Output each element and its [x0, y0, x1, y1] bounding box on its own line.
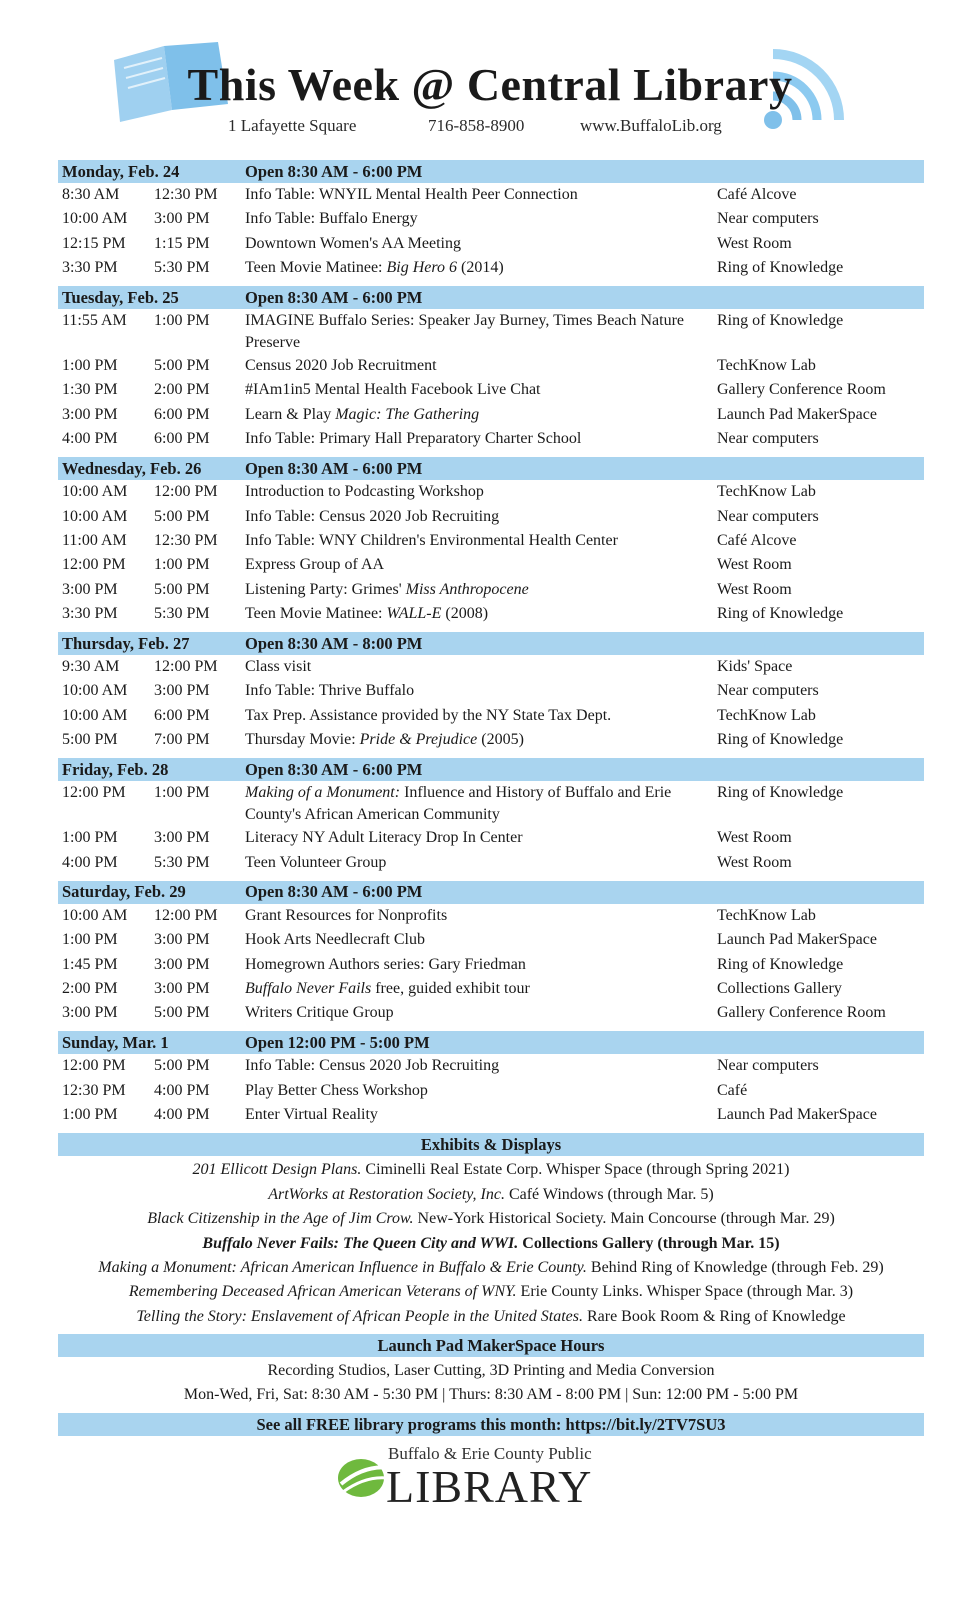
schedule: [58, 160, 924, 1522]
event-end-time: 6:00 PM: [154, 430, 210, 448]
text-run: Erie County Links. Whisper Space (through Mar. 3): [516, 1283, 854, 1301]
logo-subtitle: Buffalo & Erie County Public: [388, 1444, 592, 1464]
event-location: West Room: [717, 853, 792, 871]
day-section: [58, 286, 924, 451]
event-start-time: 3:00 PM: [62, 1004, 118, 1022]
event-end-time: 5:00 PM: [154, 357, 210, 375]
text-run: Collections Gallery (through Mar. 15): [518, 1234, 780, 1252]
day-name: Thursday, Feb. 27: [62, 633, 190, 653]
event-title: [245, 309, 717, 354]
text-run: Downtown Women's AA Meeting: [245, 234, 461, 252]
event-end-time: 5:00 PM: [154, 507, 210, 525]
text-run: Info Table: WNYIL Mental Health Peer Connection: [245, 186, 578, 203]
event-location: Ring of Knowledge: [717, 604, 844, 622]
text-run: Buffalo Never Fails: The Queen City and WWI.: [202, 1234, 519, 1252]
text-run: Play Better Chess Workshop: [245, 1081, 428, 1099]
event-end-time: 1:15 PM: [154, 234, 210, 252]
day-hours: Open 8:30 AM - 6:00 PM: [245, 882, 423, 902]
day-hours: Open 8:30 AM - 6:00 PM: [245, 161, 423, 181]
text-run: Making of a Monument:: [245, 784, 401, 802]
event-title: [245, 728, 717, 752]
text-run: Teen Movie Matinee:: [245, 604, 387, 622]
event-end-time: 12:00 PM: [154, 906, 218, 924]
makerspace-heading: Launch Pad MakerSpace Hours: [58, 1334, 924, 1357]
event-start-time: 12:00 PM: [62, 784, 126, 802]
event-row: [58, 480, 924, 504]
day-hours: Open 8:30 AM - 8:00 PM: [245, 633, 423, 653]
event-row: [58, 403, 924, 427]
event-start-time: 12:00 PM: [62, 1057, 126, 1075]
event-title: [245, 403, 717, 427]
event-end-time: 1:00 PM: [154, 784, 210, 802]
text-run: Learn & Play: [245, 405, 336, 423]
makerspace-info: [58, 1357, 924, 1413]
exhibits-list: [58, 1156, 924, 1334]
event-row: [58, 354, 924, 378]
text-run: Writers Critique Group: [245, 1004, 394, 1022]
text-run: Tax Prep. Assistance provided by the NY State Tax Dept.: [245, 706, 612, 724]
text-run: Black Citizenship in the Age of Jim Crow.: [147, 1210, 414, 1228]
event-location: Ring of Knowledge: [717, 955, 844, 973]
event-start-time: 10:00 AM: [62, 483, 128, 501]
event-start-time: 8:30 AM: [62, 186, 120, 203]
event-title: [245, 977, 717, 1001]
event-row: [58, 977, 924, 1001]
event-end-time: 3:00 PM: [154, 931, 210, 949]
event-location: West Room: [717, 234, 792, 252]
event-location: Café Alcove: [717, 531, 797, 549]
day-name: Monday, Feb. 24: [62, 161, 180, 181]
event-title: [245, 183, 717, 207]
text-run: Info Table: Census 2020 Job Recruiting: [245, 507, 500, 525]
exhibit-item: [58, 1256, 924, 1280]
text-run: Homegrown Authors series: Gary Friedman: [245, 955, 526, 973]
event-row: [58, 529, 924, 553]
event-title: [245, 826, 717, 850]
event-title: [245, 578, 717, 602]
event-row: [58, 232, 924, 256]
text-run: Remembering Deceased African American Veterans of WNY.: [128, 1283, 517, 1301]
day-section: [58, 881, 924, 1025]
text-run: Introduction to Podcasting Workshop: [245, 483, 484, 501]
event-start-time: 12:00 PM: [62, 556, 126, 574]
event-row: [58, 679, 924, 703]
text-run: WALL-E: [386, 604, 442, 622]
day-hours: Open 8:30 AM - 6:00 PM: [245, 759, 423, 779]
day-name: Friday, Feb. 28: [62, 759, 169, 779]
exhibit-item: [58, 1183, 924, 1207]
event-title: [245, 781, 717, 826]
event-row: [58, 826, 924, 850]
event-start-time: 1:00 PM: [62, 357, 118, 375]
text-run: Hook Arts Needlecraft Club: [245, 931, 425, 949]
text-run: 201 Ellicott Design Plans.: [192, 1161, 362, 1179]
event-location: Near computers: [717, 430, 819, 448]
event-start-time: 3:00 PM: [62, 405, 118, 423]
day-header: [58, 758, 924, 781]
event-location: Near computers: [717, 682, 819, 700]
event-end-time: 5:30 PM: [154, 258, 210, 276]
text-run: Class visit: [245, 658, 312, 676]
text-run: Influence and History of Buffalo and Erie County's African American Community: [245, 784, 672, 824]
event-end-time: 4:00 PM: [154, 1081, 210, 1099]
event-start-time: 10:00 AM: [62, 906, 128, 924]
event-row: [58, 1079, 924, 1103]
event-location: Ring of Knowledge: [717, 784, 844, 802]
header: [0, 0, 980, 160]
event-location: Ring of Knowledge: [717, 312, 844, 330]
logo-wordmark: LIBRARY: [386, 1461, 593, 1513]
event-location: TechKnow Lab: [717, 706, 816, 724]
event-row: [58, 1103, 924, 1127]
event-end-time: 12:30 PM: [154, 531, 218, 549]
text-run: Buffalo Never Fails: [245, 979, 372, 997]
event-row: [58, 183, 924, 207]
text-run: Making a Monument: African American Influence in Buffalo & Erie County.: [98, 1258, 587, 1276]
event-end-time: 3:00 PM: [154, 682, 210, 700]
event-end-time: 3:00 PM: [154, 829, 210, 847]
event-row: [58, 655, 924, 679]
event-start-time: 1:30 PM: [62, 381, 118, 399]
event-row: [58, 378, 924, 402]
event-start-time: 10:00 AM: [62, 210, 128, 228]
event-location: Launch Pad MakerSpace: [717, 405, 877, 423]
event-end-time: 12:30 PM: [154, 186, 218, 203]
event-title: [245, 602, 717, 626]
page-title: This Week @ Central Library: [187, 59, 793, 110]
event-location: Kids' Space: [717, 658, 793, 676]
event-end-time: 7:00 PM: [154, 731, 210, 749]
exhibits-heading: Exhibits & Displays: [58, 1133, 924, 1156]
event-title: [245, 1103, 717, 1127]
event-start-time: 1:00 PM: [62, 829, 118, 847]
event-location: West Room: [717, 556, 792, 574]
text-run: Enter Virtual Reality: [245, 1106, 378, 1124]
day-hours: Open 8:30 AM - 6:00 PM: [245, 287, 423, 307]
event-location: Ring of Knowledge: [717, 258, 844, 276]
text-run: Info Table: Thrive Buffalo: [245, 682, 415, 700]
event-row: [58, 207, 924, 231]
event-title: [245, 904, 717, 928]
day-section: [58, 457, 924, 626]
day-header: [58, 160, 924, 183]
event-end-time: 3:00 PM: [154, 955, 210, 973]
text-run: Café Windows (through Mar. 5): [504, 1185, 714, 1203]
event-end-time: 1:00 PM: [154, 556, 210, 574]
day-name: Sunday, Mar. 1: [62, 1032, 169, 1052]
text-run: Teen Volunteer Group: [245, 853, 387, 871]
event-end-time: 1:00 PM: [154, 312, 210, 330]
event-start-time: 4:00 PM: [62, 853, 118, 871]
text-run: Magic: The Gathering: [335, 405, 480, 423]
text-run: Express Group of AA: [245, 556, 385, 574]
text-run: free, guided exhibit tour: [371, 979, 530, 997]
event-start-time: 4:00 PM: [62, 430, 118, 448]
day-header: [58, 881, 924, 904]
event-title: [245, 354, 717, 378]
text-run: Behind Ring of Knowledge (through Feb. 29): [586, 1258, 884, 1276]
website-link[interactable]: www.BuffaloLib.org: [580, 116, 722, 135]
event-location: Near computers: [717, 507, 819, 525]
event-start-time: 10:00 AM: [62, 682, 128, 700]
text-run: (2014): [457, 258, 504, 276]
makerspace-services: Recording Studios, Laser Cutting, 3D Printing and Media Conversion: [267, 1362, 715, 1380]
text-run: Miss Anthropocene: [405, 580, 529, 598]
exhibit-item: [58, 1232, 924, 1256]
event-location: West Room: [717, 580, 792, 598]
event-row: [58, 553, 924, 577]
event-start-time: 12:30 PM: [62, 1081, 126, 1099]
event-title: [245, 480, 717, 504]
event-start-time: 11:00 AM: [62, 531, 127, 549]
event-start-time: 3:30 PM: [62, 604, 118, 622]
event-location: Launch Pad MakerSpace: [717, 931, 877, 949]
event-location: Gallery Conference Room: [717, 381, 886, 399]
event-title: [245, 378, 717, 402]
text-run: (2008): [441, 604, 489, 622]
event-end-time: 6:00 PM: [154, 405, 210, 423]
event-title: [245, 529, 717, 553]
event-end-time: 5:00 PM: [154, 1004, 210, 1022]
event-end-time: 6:00 PM: [154, 706, 210, 724]
event-start-time: 2:00 PM: [62, 979, 118, 997]
event-end-time: 5:00 PM: [154, 1057, 210, 1075]
text-run: Big Hero 6: [386, 258, 458, 276]
event-start-time: 11:55 AM: [62, 312, 127, 330]
text-run: Grant Resources for Nonprofits: [245, 906, 448, 924]
event-location: TechKnow Lab: [717, 357, 816, 375]
event-start-time: 10:00 AM: [62, 706, 128, 724]
event-start-time: 1:45 PM: [62, 955, 118, 973]
day-name: Wednesday, Feb. 26: [62, 458, 202, 478]
phone-number: 716-858-8900: [428, 116, 525, 135]
exhibit-item: [58, 1280, 924, 1304]
text-run: Info Table: Primary Hall Preparatory Charter School: [245, 430, 582, 448]
day-section: [58, 1031, 924, 1127]
event-row: [58, 256, 924, 280]
event-title: [245, 207, 717, 231]
event-end-time: 3:00 PM: [154, 979, 210, 997]
event-location: Café: [717, 1081, 748, 1099]
day-section: [58, 160, 924, 280]
event-location: Collections Gallery: [717, 979, 842, 997]
event-title: [245, 851, 717, 875]
event-start-time: 3:30 PM: [62, 258, 118, 276]
day-header: [58, 286, 924, 309]
text-run: Thursday Movie:: [245, 731, 360, 749]
event-row: [58, 953, 924, 977]
text-run: Info Table: Census 2020 Job Recruiting: [245, 1057, 500, 1075]
event-title: [245, 655, 717, 679]
text-run: Info Table: Buffalo Energy: [245, 210, 418, 228]
event-location: Gallery Conference Room: [717, 1004, 886, 1022]
event-end-time: 12:00 PM: [154, 658, 218, 676]
event-end-time: 5:00 PM: [154, 580, 210, 598]
text-run: Telling the Story: Enslavement of African People in the United States.: [136, 1307, 583, 1325]
event-title: [245, 505, 717, 529]
event-location: Café Alcove: [717, 186, 797, 203]
day-header: [58, 632, 924, 655]
event-row: [58, 578, 924, 602]
day-name: Saturday, Feb. 29: [62, 882, 186, 902]
exhibit-item: [58, 1207, 924, 1231]
event-start-time: 3:00 PM: [62, 580, 118, 598]
day-list: [58, 160, 924, 1127]
library-logo: [58, 1442, 924, 1522]
event-row: [58, 602, 924, 626]
makerspace-hours: Mon-Wed, Fri, Sat: 8:30 AM - 5:30 PM | Thurs: 8:30 AM - 8:00 PM | Sun: 12:00 PM - 5:00 PM: [183, 1386, 799, 1404]
text-run: New-York Historical Society. Main Concourse (through Mar. 29): [413, 1210, 835, 1228]
event-location: Near computers: [717, 1057, 819, 1075]
event-row: [58, 427, 924, 451]
event-title: [245, 256, 717, 280]
event-location: West Room: [717, 829, 792, 847]
text-run: Pride & Prejudice: [359, 731, 478, 749]
event-title: [245, 704, 717, 728]
text-run: Census 2020 Job Recruitment: [245, 357, 437, 375]
event-end-time: 3:00 PM: [154, 210, 210, 228]
event-row: [58, 704, 924, 728]
event-location: TechKnow Lab: [717, 483, 816, 501]
event-end-time: 5:30 PM: [154, 853, 210, 871]
event-row: [58, 781, 924, 826]
event-row: [58, 928, 924, 952]
programs-link[interactable]: See all FREE library programs this month: https://bit.ly/2TV7SU3: [58, 1413, 924, 1436]
event-start-time: 10:00 AM: [62, 507, 128, 525]
event-row: [58, 728, 924, 752]
event-title: [245, 553, 717, 577]
event-title: [245, 427, 717, 451]
text-run: Teen Movie Matinee:: [245, 258, 387, 276]
event-start-time: 1:00 PM: [62, 1106, 118, 1124]
event-row: [58, 904, 924, 928]
event-title: [245, 928, 717, 952]
event-location: Launch Pad MakerSpace: [717, 1106, 877, 1124]
text-run: Rare Book Room & Ring of Knowledge: [582, 1307, 846, 1325]
event-start-time: 5:00 PM: [62, 731, 118, 749]
day-hours: Open 8:30 AM - 6:00 PM: [245, 458, 423, 478]
text-run: Info Table: WNY Children's Environmental Health Center: [245, 531, 618, 549]
day-section: [58, 758, 924, 875]
text-run: Listening Party: Grimes': [245, 580, 406, 598]
event-location: Ring of Knowledge: [717, 731, 844, 749]
event-row: [58, 505, 924, 529]
event-title: [245, 1079, 717, 1103]
event-end-time: 12:00 PM: [154, 483, 218, 501]
text-run: ArtWorks at Restoration Society, Inc.: [268, 1185, 505, 1203]
event-title: [245, 232, 717, 256]
event-row: [58, 1001, 924, 1025]
day-name: Tuesday, Feb. 25: [62, 287, 179, 307]
event-title: [245, 679, 717, 703]
event-location: Near computers: [717, 210, 819, 228]
event-location: TechKnow Lab: [717, 906, 816, 924]
exhibit-item: [58, 1158, 924, 1182]
event-end-time: 5:30 PM: [154, 604, 210, 622]
text-run: (2005): [477, 731, 524, 749]
event-row: [58, 309, 924, 354]
event-row: [58, 1054, 924, 1078]
text-run: Ciminelli Real Estate Corp. Whisper Space (through Spring 2021): [361, 1161, 790, 1179]
exhibit-item: [58, 1305, 924, 1329]
event-title: [245, 1001, 717, 1025]
day-header: [58, 457, 924, 480]
event-start-time: 12:15 PM: [62, 234, 126, 252]
address: 1 Lafayette Square: [228, 116, 357, 135]
leaf-logo-icon: [335, 1454, 393, 1500]
day-header: [58, 1031, 924, 1054]
event-title: [245, 953, 717, 977]
text-run: #IAm1in5 Mental Health Facebook Live Chat: [245, 381, 541, 399]
text-run: IMAGINE Buffalo Series: Speaker Jay Burney, Times Beach Nature Preserve: [245, 312, 685, 352]
day-hours: Open 12:00 PM - 5:00 PM: [245, 1032, 430, 1052]
event-end-time: 2:00 PM: [154, 381, 210, 399]
event-start-time: 1:00 PM: [62, 931, 118, 949]
text-run: Literacy NY Adult Literacy Drop In Center: [245, 829, 523, 847]
event-end-time: 4:00 PM: [154, 1106, 210, 1124]
event-start-time: 9:30 AM: [62, 658, 120, 676]
event-title: [245, 1054, 717, 1078]
event-row: [58, 851, 924, 875]
day-section: [58, 632, 924, 752]
